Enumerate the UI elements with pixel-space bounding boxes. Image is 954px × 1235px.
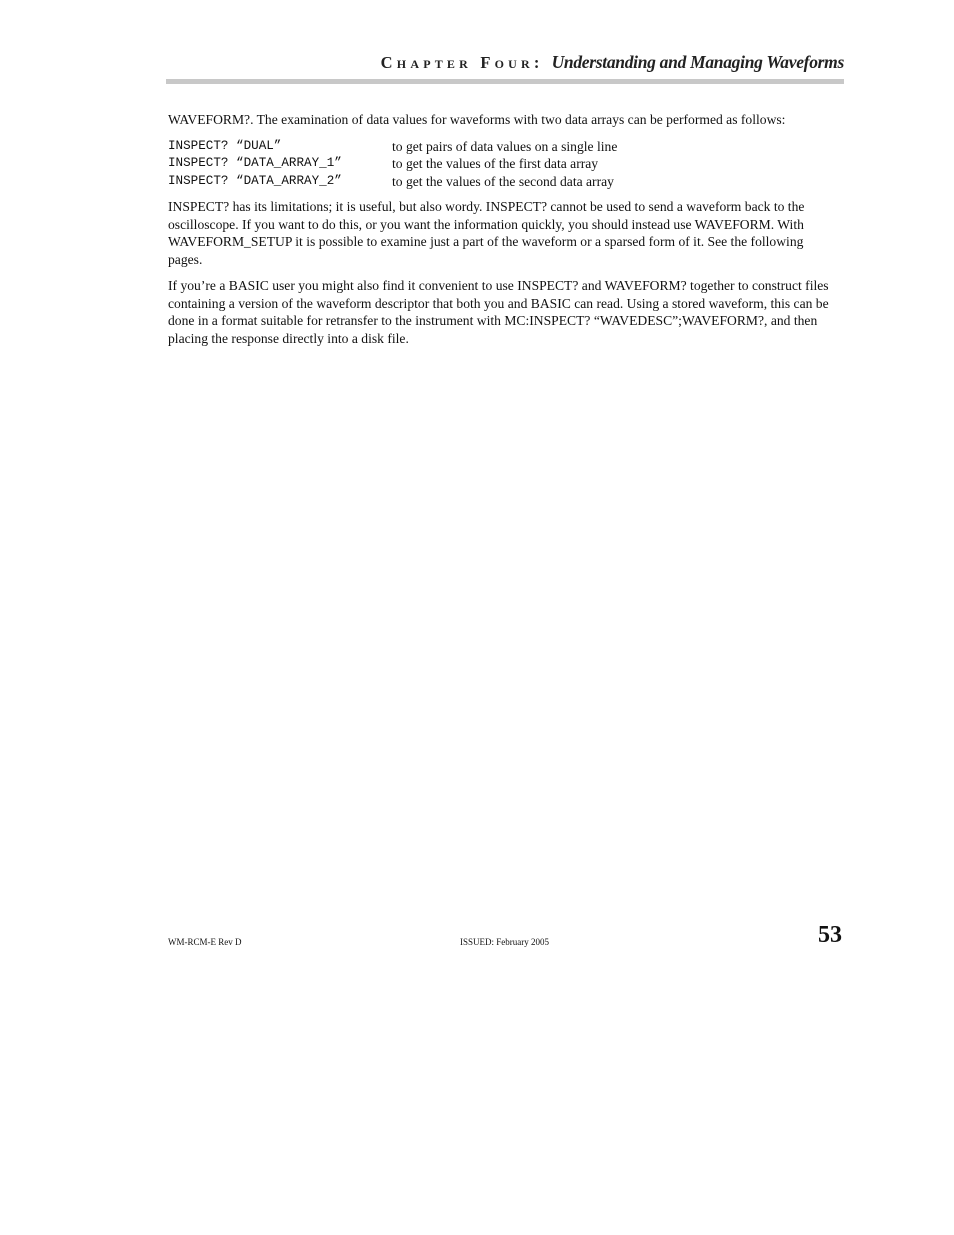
command-row [168, 138, 617, 156]
header-rule [166, 79, 844, 84]
command-code: INSPECT? “DATA_ARRAY_2” [168, 173, 342, 188]
chapter-title: Understanding and Managing Waveforms [551, 52, 844, 72]
command-table [168, 138, 617, 191]
command-description: to get pairs of data values on a single line [392, 138, 618, 154]
chapter-label: Chapter Four: [380, 53, 544, 72]
intro-paragraph: WAVEFORM?. The examination of data values for waveforms with two data arrays can be performed as follows: [168, 112, 786, 127]
command-row [168, 173, 617, 191]
command-description: to get the values of the second data array [392, 173, 614, 189]
page-body [168, 111, 838, 356]
command-code: INSPECT? “DUAL” [168, 138, 282, 153]
basic-user-paragraph: If you’re a BASIC user you might also find it convenient to use INSPECT? and WAVEFORM? together to construct files containing a version of the waveform descriptor that both you and BASIC can read. Using a stored waveform, this can be done in a format suitable for retransfer to the instrument with MC:INSPECT? “WAVEDESC”;WAVEFORM?, and then placing the response directly into a disk file. [168, 278, 829, 346]
page-number: 53 [818, 922, 842, 948]
footer-issued-date: ISSUED: February 2005 [460, 937, 549, 947]
page-header [166, 52, 844, 80]
command-row [168, 155, 617, 173]
inspect-limitations-paragraph: INSPECT? has its limitations; it is useful, but also wordy. INSPECT? cannot be used to send a waveform back to the oscilloscope. If you want to do this, or you want the information quickly, you should instead use WAVEFORM. With WAVEFORM_SETUP it is possible to examine just a part of the waveform or a sparsed form of it. See the following pages. [168, 199, 805, 267]
footer-doc-id: WM-RCM-E Rev D [168, 937, 242, 947]
command-code: INSPECT? “DATA_ARRAY_1” [168, 156, 342, 170]
command-description: to get the values of the first data array [392, 156, 599, 171]
